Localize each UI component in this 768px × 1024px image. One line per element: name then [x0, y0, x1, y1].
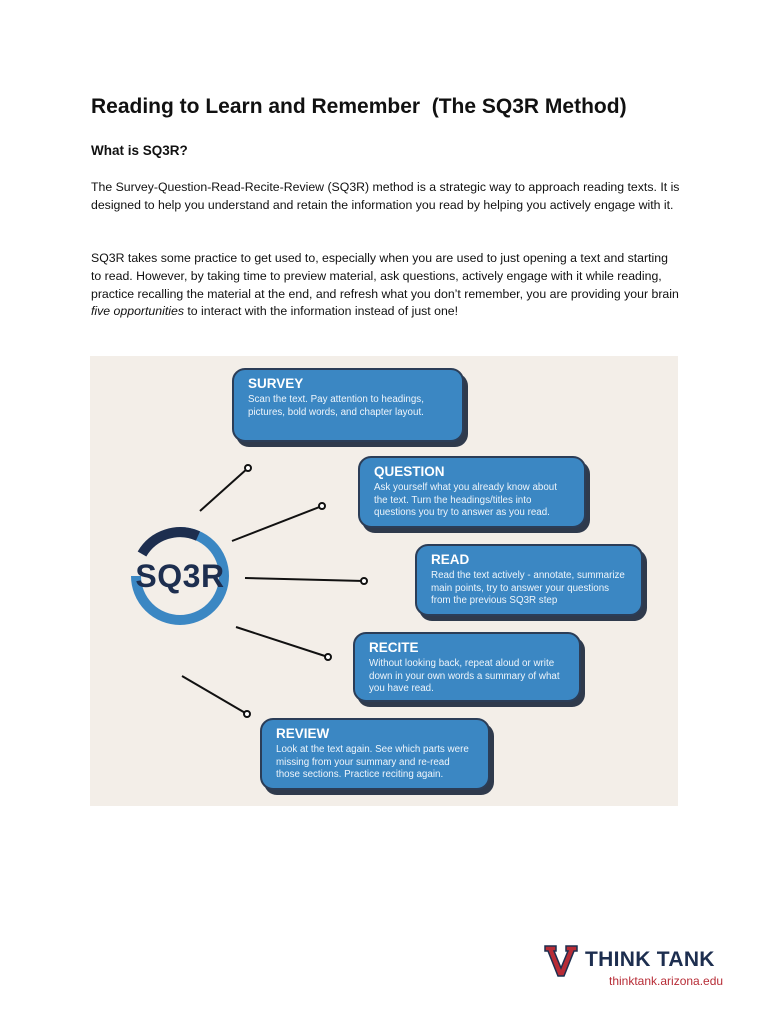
brand-name: THINK TANK: [585, 948, 715, 971]
connector-question-node: [319, 503, 325, 509]
connector-review: [182, 676, 247, 714]
step-card-read: [415, 544, 643, 616]
think-tank-branding: [543, 943, 733, 993]
page-title: Reading to Learn and Remember (The SQ3R Method): [91, 95, 627, 118]
step-description: Without looking back, repeat aloud or write down in your own words a summary of what you have read.: [369, 658, 560, 695]
sq3r-logo: [130, 526, 230, 626]
step-description: Look at the text again. See which parts were missing from your summary and re-read those sections. Practice reciting again.: [276, 744, 469, 781]
connector-read: [245, 578, 364, 581]
step-title: QUESTION: [374, 464, 445, 479]
paragraph-text-end: to interact with the information instead of just one!: [183, 304, 459, 319]
practice-paragraph: [91, 250, 681, 321]
connector-survey-node: [245, 465, 251, 471]
step-title: READ: [431, 552, 470, 567]
section-heading: What is SQ3R?: [91, 143, 188, 158]
step-title: SURVEY: [248, 376, 304, 391]
sq3r-infographic: [90, 356, 678, 806]
step-description: Ask yourself what you already know about the text. Turn the headings/titles into questions you try to answer as you read.: [374, 482, 557, 519]
paragraph-text-start: SQ3R takes some practice to get used to, especially when you are used to just opening a text and starting to read. However, by taking time to preview material, ask questions, actively engage with it while reading, practice recalling the material at the end, and refresh what you don’t remember, you are providing your brain: [91, 251, 679, 301]
brand-url: thinktank.arizona.edu: [609, 974, 724, 988]
step-card-review: [260, 718, 490, 790]
sq3r-logo-text: SQ3R: [135, 558, 225, 594]
connector-recite-node: [325, 654, 331, 660]
intro-paragraph: The Survey-Question-Read-Recite-Review (SQ3R) method is a strategic way to approach reading texts. It is designed to help you understand and retain the information you read by helping you actively engage with it.: [91, 180, 680, 212]
connector-question: [232, 506, 322, 541]
connector-review-node: [244, 711, 250, 717]
step-card-question: [358, 456, 586, 528]
university-a-logo-icon: [543, 943, 579, 979]
connector-read-node: [361, 578, 367, 584]
emphasis-text: five opportunities: [91, 304, 184, 319]
step-card-survey: [232, 368, 464, 442]
step-description: Scan the text. Pay attention to headings, pictures, bold words, and chapter layout.: [248, 394, 424, 418]
step-description: Read the text actively - annotate, summarize main points, try to answer your questions from the previous SQ3R step: [431, 570, 625, 607]
step-title: REVIEW: [276, 726, 330, 741]
step-title: RECITE: [369, 640, 419, 655]
connector-survey: [200, 468, 248, 511]
step-card-recite: [353, 632, 581, 702]
connector-recite: [236, 627, 328, 657]
